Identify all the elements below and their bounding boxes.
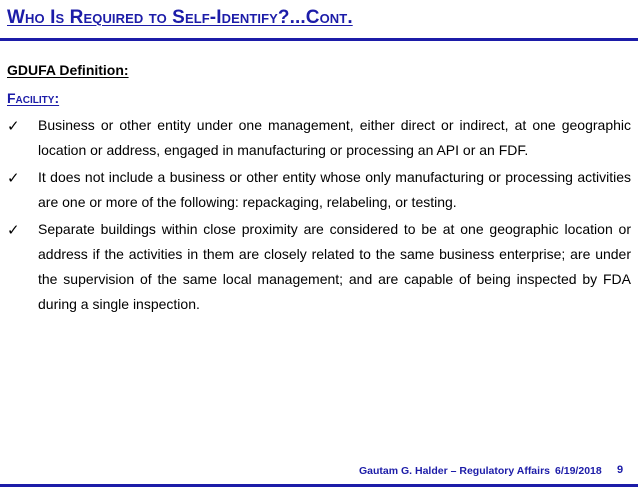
list-item xyxy=(7,165,631,215)
footer-date: 6/19/2018 xyxy=(555,465,602,477)
title-divider xyxy=(0,38,638,41)
footer-author: Gautam G. Halder – Regulatory Affairs xyxy=(359,465,550,477)
bullet-text: Business or other entity under one management, either direct or indirect, at one geographic location or address, engaged in manufacturing or processing an API or an FDF. xyxy=(38,117,631,158)
definition-label: GDUFA Definition: xyxy=(7,62,129,78)
bullet-text: It does not include a business or other entity whose only manufacturing or processing activities are one or more of the following: repackaging, relabeling, or testing. xyxy=(38,169,631,210)
facility-label: Facility: xyxy=(7,90,60,106)
list-item xyxy=(7,113,631,163)
slide-title: Who Is Required to Self-Identify?...Cont. xyxy=(7,7,353,28)
list-item xyxy=(7,217,631,317)
check-icon: ✓ xyxy=(7,117,20,135)
check-icon: ✓ xyxy=(7,169,20,187)
bullet-list xyxy=(7,113,631,319)
bullet-text: Separate buildings within close proximity are considered to be at one geographic location or address if the activities in them are closely related to the same business enterprise; are under the supervision of the same local management; and are capable of being inspected by FDA during a single inspection. xyxy=(38,221,631,312)
footer-divider xyxy=(0,484,638,487)
page-number: 9 xyxy=(617,464,624,476)
check-icon: ✓ xyxy=(7,221,20,239)
